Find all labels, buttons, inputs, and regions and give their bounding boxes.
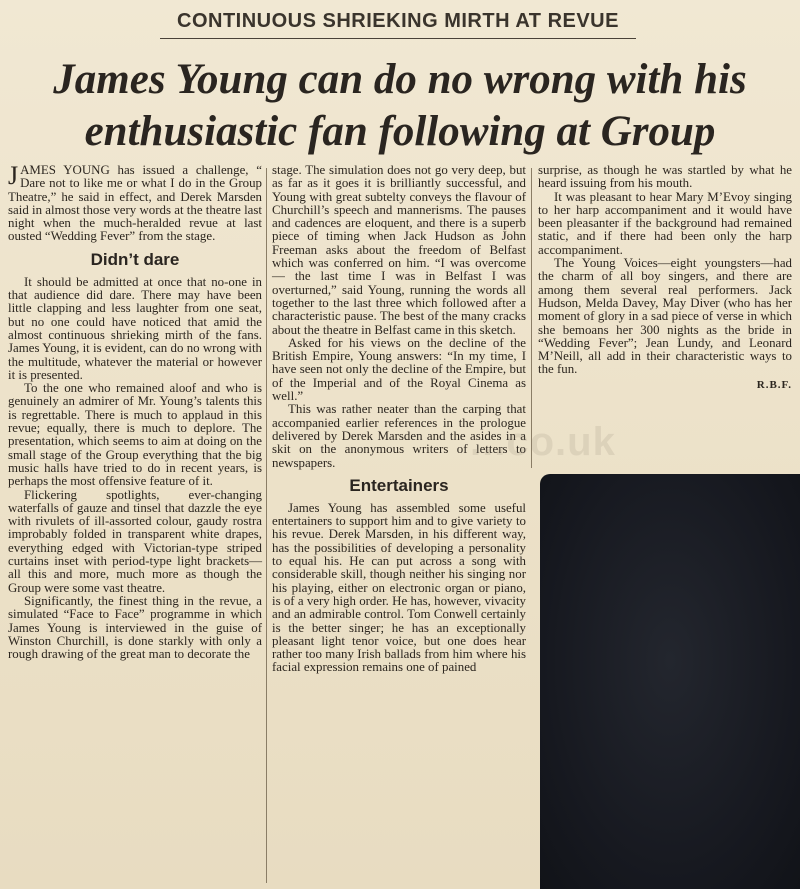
dark-background-patch bbox=[540, 474, 800, 889]
lead-paragraph bbox=[8, 161, 262, 244]
paragraph: This was rather neater than the carping that accompanied earlier references in the prologue delivered by Derek Marsden and the asides in a skit on the anonymous writers of letters to newspapers. bbox=[272, 402, 526, 470]
subhead-entertainers: Entertainers bbox=[349, 475, 449, 495]
kicker-rule bbox=[160, 38, 636, 39]
article-column-1 bbox=[8, 161, 262, 662]
kicker-headline: CONTINUOUS SHRIEKING MIRTH AT REVUE bbox=[177, 10, 619, 32]
paragraph: Significantly, the finest thing in the revue, a simulated “Face to Face” programme in which James Young is interviewed in the guise of Winston Churchill, is done starkly with only a rough drawing of the great man to decorate the bbox=[8, 593, 262, 662]
watermark: ...co.uk bbox=[470, 420, 616, 464]
paragraph: It should be admitted at once that no-one in that audience did dare. There may have been little clapping and less laughter from one seat, but no one could have noticed that amid the almost continuous shrieking mirth of the fans. James Young, it is evident, can do no wrong with the multitude, whatever the material or however it is presented. bbox=[8, 274, 262, 382]
drop-cap: J bbox=[8, 161, 19, 190]
column-divider bbox=[266, 168, 267, 883]
subhead-didnt-dare: Didn’t dare bbox=[90, 249, 180, 269]
paragraph: stage. The simulation does not go very deep, but as far as it goes it is brilliantly successful, and Young with great subtelty conveys the flavour of Churchill’s speech and mannerisms. The pauses and cadences are eloquent, and there is a superb piece of timing when Jack Hudson as John Freeman asks about the freedom of Belfast which was conferred on him. “I was overcome — the last time I was in Belfast I was overturned,” said Young, running the words all together to the last three which followed after a characteristic pause. The best of the many cracks about the theatre in Belfast came in this sketch. bbox=[272, 163, 526, 337]
paragraph: It was pleasant to hear Mary M’Evoy singing to her harp accompaniment and it would have been pleasanter if the background had remained static, and if there had been only the harp accompaniment. bbox=[538, 189, 792, 257]
paragraph: The Young Voices—eight youngsters—had the charm of all boy singers, and there are among them several real performers. Jack Hudson, Melda Davey, May Diver (who has her moment of glory in a sad piece of verse in which she bemoans her 300 nights as the bride in “Wedding Fever”; Jean Lundy, and Leonard M’Neill, all add in their characteristic ways to the fun. bbox=[538, 256, 792, 377]
paragraph: Asked for his views on the decline of the British Empire, Young answers: “In my time, I have seen not only the decline of the Empire, but of the Imperial and of the Royal Cinema as well.” bbox=[272, 335, 526, 404]
author-signature: R.B.F. bbox=[756, 378, 792, 391]
paragraph: James Young has assembled some useful entertainers to support him and to give variety to his revue. Derek Marsden, in his different way, has the possibilities of developing a personality to equal his. He can put across a song with considerable skill, though neither his singing nor his playing, either on electronic organ or piano, is of a very high order. He has, however, vivacity and an admirable control. Tom Conwell certainly is the better singer; he has an exceptionally pleasant light tenor voice, but one does hear rather too many Irish ballads from him where his facial expression remains one of pained bbox=[272, 500, 526, 675]
paragraph: To the one who remained aloof and who is genuinely an admirer of Mr. Young’s talents this is regrettable. There is much to applaud in this revue; equally, there is much to deplore. The presentation, which seems to aim at doing on the small stage of the Group everything that the big music halls have tried to do in recent years, is perhaps the most offensive feature of it. bbox=[8, 381, 262, 489]
headline-line-2: enthusiastic fan following at Group bbox=[84, 108, 716, 155]
paragraph: surprise, as though he was startled by what he heard issuing from his mouth. bbox=[538, 163, 792, 191]
article-column-3 bbox=[538, 164, 792, 392]
lead-text: AMES YOUNG has issued a challenge, “ Dare not to like me or what I do in the Group Theatre,” he said in effect, and Derek Marsden said in almost those very words at the theatre last night when the much-heralded revue at last ousted “Wedding Fever” from the stage. bbox=[8, 163, 262, 244]
paragraph: Flickering spotlights, ever-changing waterfalls of gauze and tinsel that dazzle the eye with rivulets of ill-assorted colour, gaudy rostra improbably folded in transparent white drapes, everything edged with Victorian-type striped curtains inset with period-type light brackets—all this and more, much more as though the Group were some vast theatre. bbox=[8, 487, 262, 595]
headline-line-1: James Young can do no wrong with his bbox=[53, 56, 747, 103]
